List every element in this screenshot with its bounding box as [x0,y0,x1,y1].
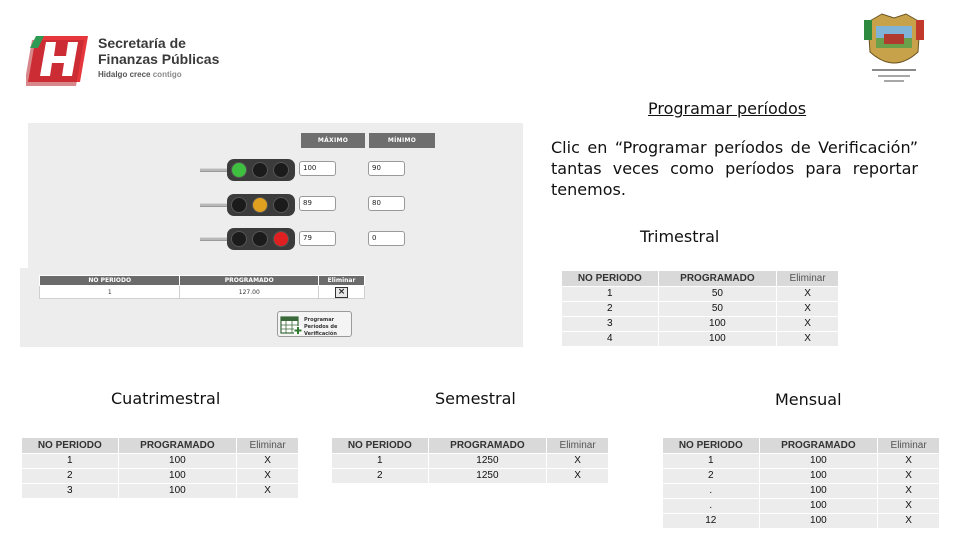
panel-gap [20,123,28,268]
cell-periodo: 2 [663,469,760,484]
cell-programado: 100 [658,332,777,347]
cell-programado: 100 [759,454,878,469]
cell-programado: 100 [118,454,237,469]
cell-periodo: 2 [22,469,119,484]
lamp-off-icon [231,197,247,213]
cell-periodo: 2 [332,469,429,484]
page-title: Programar períodos [648,99,807,118]
column-header: NO PERIODO [562,271,659,287]
column-header: PROGRAMADO [759,438,878,454]
lamp-off-icon [252,231,268,247]
cell-programado: 50 [658,287,777,302]
column-header: Eliminar [237,438,299,454]
table-row [332,454,609,469]
delete-button[interactable]: X [237,454,299,469]
table-row [663,454,940,469]
cell-programado: 1250 [428,454,547,469]
table-row [22,484,299,499]
min-header: MÍNIMO [369,133,435,148]
logo-line1: Secretaría de [98,35,186,51]
table-row [562,287,839,302]
cell-periodo: 4 [562,332,659,347]
label-trimestral: Trimestral [640,227,720,246]
secretaria-logo [26,32,236,88]
label-cuatrimestral: Cuatrimestral [111,389,221,408]
logo-text [98,35,248,79]
delete-button[interactable]: X [777,317,839,332]
cell-programado: 100 [118,484,237,499]
table-row [562,317,839,332]
table-trimestral [561,270,839,347]
table-row [22,454,299,469]
table-row [40,286,365,299]
cell-eliminar [319,286,365,299]
column-header: NO PERIODO [663,438,760,454]
cell-programado: 100 [759,469,878,484]
cell-programado: 50 [658,302,777,317]
lamp-off-icon [252,162,268,178]
column-header: Eliminar [878,438,940,454]
column-header: NO PERIODO [40,276,180,286]
table-row [562,302,839,317]
cell-periodo: 12 [663,514,760,529]
delete-button[interactable]: X [547,454,609,469]
delete-button[interactable]: X [777,302,839,317]
column-header: PROGRAMADO [118,438,237,454]
table-mensual [662,437,940,529]
cell-periodo: . [663,484,760,499]
column-header: Eliminar [319,276,365,286]
max-header: MÁXIMO [301,133,365,148]
min-input[interactable]: 0 [368,231,405,246]
traffic-light-red [227,228,295,250]
amber-lamp-icon [252,197,268,213]
cell-programado: 100 [759,484,878,499]
column-header: NO PERIODO [332,438,429,454]
lamp-off-icon [273,197,289,213]
min-input[interactable]: 90 [368,161,405,176]
table-row [562,332,839,347]
traffic-light-green [227,159,295,181]
traffic-light-amber [227,194,295,216]
cell-programado: 1250 [428,469,547,484]
logo-tagline: Hidalgo crece contigo [98,70,182,79]
delete-x-icon[interactable]: × [335,287,348,298]
label-semestral: Semestral [435,389,516,408]
delete-button[interactable]: X [237,469,299,484]
screenshot-panel [20,123,523,347]
column-header: PROGRAMADO [658,271,777,287]
red-lamp-icon [273,231,289,247]
min-input[interactable]: 80 [368,196,405,211]
table-row [663,469,940,484]
logo-line2: Finanzas Públicas [98,51,220,67]
delete-button[interactable]: X [878,499,940,514]
delete-button[interactable]: X [237,484,299,499]
programar-button-label: Programar Períodos de Verificación [304,317,338,337]
cell-periodo: 3 [22,484,119,499]
state-crest-icon [862,12,926,84]
column-header: PROGRAMADO [180,276,319,286]
column-header: Eliminar [547,438,609,454]
label-mensual: Mensual [775,390,842,409]
delete-button[interactable]: X [878,514,940,529]
table-row [663,484,940,499]
column-header: Eliminar [777,271,839,287]
cell-programado: 100 [118,469,237,484]
periods-table-preview [39,275,365,299]
green-lamp-icon [231,162,247,178]
programar-periodos-button[interactable] [277,311,352,337]
calendar-add-icon [280,314,302,335]
cell-periodo: 1 [332,454,429,469]
max-input[interactable]: 100 [299,161,336,176]
cell-periodo: . [663,499,760,514]
cell-periodo: 1 [22,454,119,469]
cell-programado: 100 [759,499,878,514]
cell-periodo: 2 [562,302,659,317]
lamp-off-icon [231,231,247,247]
hidalgo-h-logo-icon [26,32,90,86]
column-header: NO PERIODO [22,438,119,454]
cell-periodo: 1 [40,286,180,299]
delete-button[interactable]: X [777,287,839,302]
table-row [22,469,299,484]
delete-button[interactable]: X [878,484,940,499]
cell-periodo: 1 [562,287,659,302]
delete-button[interactable]: X [547,469,609,484]
max-input[interactable]: 79 [299,231,336,246]
delete-button[interactable]: X [878,469,940,484]
table-cuatrimestral [21,437,299,499]
cell-programado: 100 [658,317,777,332]
cell-periodo: 3 [562,317,659,332]
table-row [663,514,940,529]
cell-programado: 100 [759,514,878,529]
cell-periodo: 1 [663,454,760,469]
delete-button[interactable]: X [878,454,940,469]
table-semestral [331,437,609,484]
column-header: PROGRAMADO [428,438,547,454]
lamp-off-icon [273,162,289,178]
max-input[interactable]: 89 [299,196,336,211]
cell-programado: 127.00 [180,286,319,299]
table-row [332,469,609,484]
delete-button[interactable]: X [777,332,839,347]
table-row [663,499,940,514]
instruction-text: Clic en “Programar períodos de Verificación” tantas veces como períodos para reportar tenemos. [551,138,918,199]
